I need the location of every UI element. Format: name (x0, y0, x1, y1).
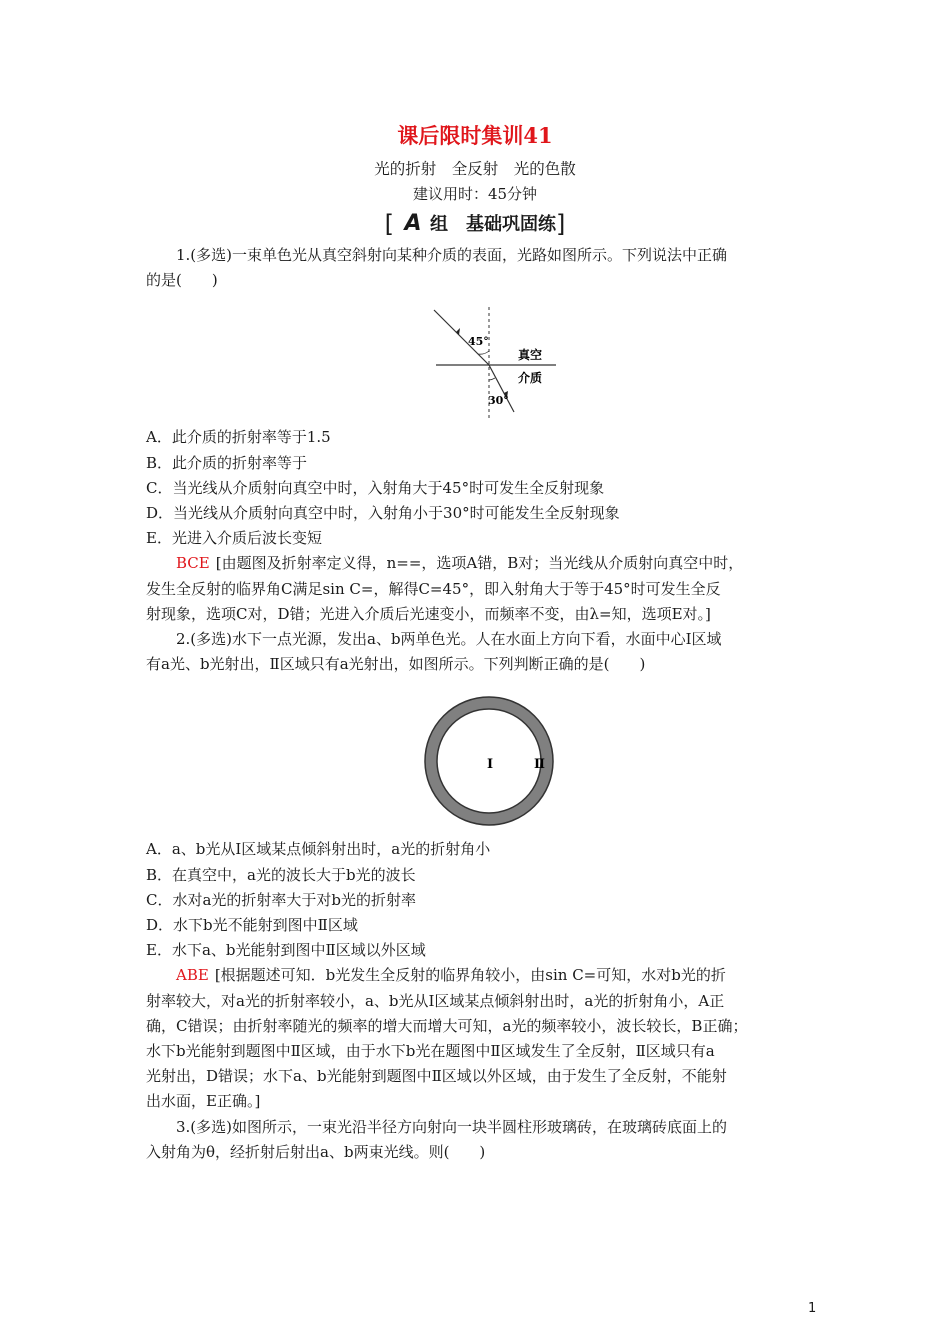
q2-explanation-text1: [根据题述可知．b光发生全反射的临界角较小，由sin C=可知，水对b光的折 (214, 966, 726, 985)
q2-explanation-line6: 出水面，E正确。] (146, 1092, 261, 1111)
q2-explanation-line4: 水下b光能射到题图中Ⅱ区域，由于水下b光在题图中Ⅱ区域发生了全反射，Ⅱ区域只有a (146, 1042, 715, 1061)
q2-option-d: D．水下b光不能射到图中Ⅱ区域 (146, 916, 358, 935)
q1-option-c: C．当光线从介质射向真空中时，入射角大于45°时可发生全反射现象 (146, 478, 605, 497)
q1-stem-line2: 的是( ) (146, 271, 218, 290)
q2-ring-diagram (421, 693, 557, 829)
q1-option-b: B．此介质的折射率等于 (146, 453, 308, 472)
q2-region-inner: Ⅰ (487, 757, 494, 773)
q2-option-b: B．在真空中，a光的波长大于b光的波长 (146, 865, 416, 884)
q3-stem-line1: 3.(多选)如图所示，一束光沿半径方向射向一块半圆柱形玻璃砖，在玻璃砖底面上的 (176, 1117, 728, 1136)
group-bracket-left: [ (384, 210, 394, 238)
group-bracket-right: ] (556, 210, 566, 238)
group-label: 组 基础巩固练 (430, 214, 556, 235)
q2-stem-line1: 2.(多选)水下一点光源，发出a、b两单色光。人在水面上方向下看，水面中心Ⅰ区域 (176, 630, 722, 649)
q2-option-a: A．a、b光从Ⅰ区域某点倾斜射出时，a光的折射角小 (146, 840, 491, 859)
q1-option-a: A．此介质的折射率等于1.5 (146, 428, 331, 447)
q1-label-vacuum: 真空 (518, 348, 543, 363)
q2-explanation-line5: 光射出，D错误；水下a、b光能射到题图中Ⅱ区域以外区域，由于发生了全反射，不能射 (146, 1067, 727, 1086)
q2-stem-line2: 有a光、b光射出，Ⅱ区域只有a光射出，如图所示。下列判断正确的是( ) (146, 655, 646, 674)
page-subtitle: 光的折射 全反射 光的色散 (374, 160, 576, 178)
q1-refraction-diagram (426, 307, 556, 419)
page-number: 1 (808, 1301, 817, 1316)
q1-option-d: D．当光线从介质射向真空中时，入射角小于30°时可能发生全反射现象 (146, 504, 620, 523)
q2-region-outer: Ⅱ (534, 757, 545, 773)
q1-explanation-text1: [由题图及折射率定义得，n==，选项A错，B对；当光线从介质射向真空中时， (215, 554, 744, 573)
q1-explanation-line1 (146, 551, 808, 576)
q1-explanation-line2: 发生全反射的临界角C满足sin C=，解得C=45°，即入射角大于等于45°时可发生全反 (146, 579, 721, 598)
suggested-time: 建议用时：45分钟 (412, 185, 538, 203)
q2-option-e: E．水下a、b光能射到图中Ⅱ区域以外区域 (146, 941, 426, 960)
q1-angle-top: 45° (468, 335, 489, 349)
page-title: 课后限时集训41 (397, 123, 553, 148)
q1-label-medium: 介质 (518, 371, 543, 386)
q2-answer-key: ABE (176, 966, 209, 985)
q1-option-e: E．光进入介质后波长变短 (146, 529, 322, 548)
q1-answer-key: BCE (176, 554, 210, 573)
q2-explanation-line1 (146, 963, 808, 988)
q1-angle-bottom: 30° (488, 394, 509, 408)
group-heading (0, 210, 950, 238)
q2-explanation-line2: 射率较大，对a光的折射率较小，a、b光从Ⅰ区域某点倾斜射出时，a光的折射角小，A正 (146, 991, 725, 1010)
q2-option-c: C．水对a光的折射率大于对b光的折射率 (146, 890, 417, 909)
group-badge: A (404, 211, 422, 236)
q1-explanation-line3: 射现象，选项C对，D错；光进入介质后光速变小，而频率不变，由λ=知，选项E对。] (146, 604, 711, 623)
q2-explanation-line3: 确，C错误；由折射率随光的频率的增大而增大可知，a光的频率较小，波长较长，B正确； (146, 1016, 748, 1035)
q3-stem-line2: 入射角为θ，经折射后射出a、b两束光线。则( ) (146, 1142, 486, 1161)
document-body (146, 243, 808, 1165)
q1-stem-line1: 1.(多选)一束单色光从真空斜射向某种介质的表面，光路如图所示。下列说法中正确 (176, 246, 728, 264)
